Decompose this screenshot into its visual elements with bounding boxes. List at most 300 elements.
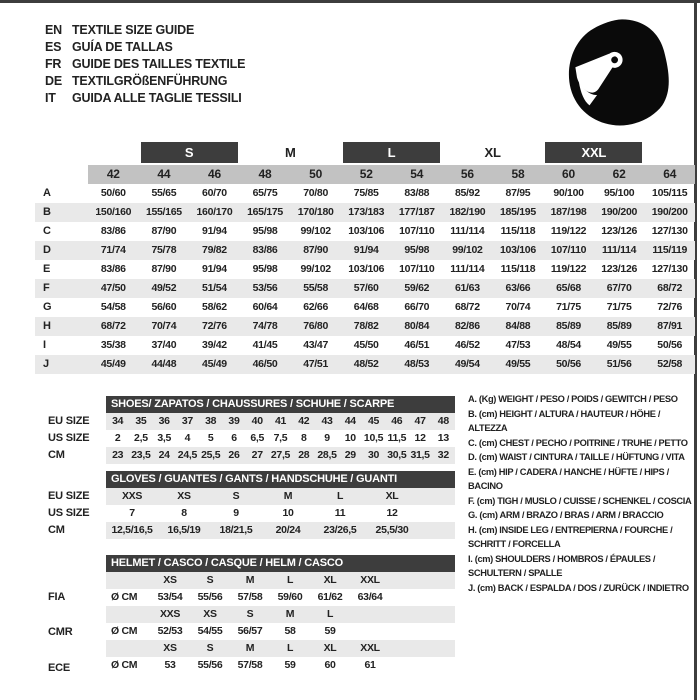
cell: 190/200 bbox=[651, 206, 688, 218]
legend-item-h: H. (cm) INSIDE LEG / ENTREPIERNA / FOURCHE / SCHRITT / FORCELLA bbox=[468, 524, 673, 549]
lang-line-es bbox=[45, 39, 245, 56]
cell: 87/95 bbox=[505, 187, 531, 199]
table-row-g bbox=[35, 298, 695, 317]
size-64: 64 bbox=[644, 165, 695, 184]
cell: 25,5 bbox=[201, 449, 221, 461]
cell: 13 bbox=[437, 432, 449, 444]
cell: 37 bbox=[181, 415, 193, 427]
cell: 53/56 bbox=[252, 282, 278, 294]
cell: 155/165 bbox=[145, 206, 182, 218]
cell: S bbox=[206, 574, 214, 586]
row-label: C bbox=[43, 225, 51, 237]
cell: 56/60 bbox=[151, 301, 177, 313]
cell: 87/91 bbox=[657, 320, 683, 332]
cell: 182/190 bbox=[449, 206, 486, 218]
diameter-cm-label: Ø CM bbox=[111, 659, 138, 671]
cell: 31,5 bbox=[410, 449, 430, 461]
cell: 7,5 bbox=[273, 432, 288, 444]
cell: XS bbox=[163, 642, 177, 654]
cell: 35 bbox=[135, 415, 147, 427]
table-row-e bbox=[35, 260, 695, 279]
cell: 119/122 bbox=[550, 225, 587, 237]
gloves-cm-label: CM bbox=[48, 524, 65, 536]
cell: 51/56 bbox=[606, 358, 632, 370]
row-label: D bbox=[43, 244, 51, 256]
cell: 45/49 bbox=[202, 358, 227, 370]
cell: 107/110 bbox=[550, 244, 587, 256]
cell: 26 bbox=[228, 449, 240, 461]
size-58: 58 bbox=[493, 165, 544, 184]
cmr-label: CMR bbox=[48, 626, 73, 638]
cell: L bbox=[336, 490, 344, 502]
cell: 83/88 bbox=[404, 187, 430, 199]
cell: 79/82 bbox=[202, 244, 227, 256]
cell: 10 bbox=[344, 432, 356, 444]
cell: 47/50 bbox=[100, 282, 126, 294]
cell: 111/114 bbox=[450, 263, 485, 275]
cell: 2 bbox=[114, 432, 121, 444]
cell: 61/63 bbox=[454, 282, 480, 294]
cell: XXL bbox=[360, 642, 380, 654]
cell: 7 bbox=[129, 507, 135, 519]
cell: 71/75 bbox=[606, 301, 632, 313]
ece-sizes-row bbox=[106, 640, 455, 657]
cell: 60/64 bbox=[252, 301, 278, 313]
lang-line-en bbox=[45, 22, 245, 39]
cell: S bbox=[232, 490, 240, 502]
cell: 91/94 bbox=[353, 244, 379, 256]
size-group-xxl: XXL bbox=[545, 142, 642, 163]
cell: 103/106 bbox=[500, 244, 536, 256]
legend-item-c: C. (cm) CHEST / PECHO / POITRINE / TRUHE / PETTO bbox=[468, 437, 688, 448]
cell: 63/66 bbox=[505, 282, 531, 294]
cell: 46/52 bbox=[454, 339, 480, 351]
cell: 47 bbox=[414, 415, 426, 427]
cell: L bbox=[326, 608, 334, 620]
cell: 8 bbox=[181, 507, 187, 519]
cell: 87/90 bbox=[151, 263, 177, 275]
table-row-c bbox=[35, 222, 695, 241]
size-row-spacer bbox=[35, 165, 88, 184]
cell: 3,5 bbox=[157, 432, 172, 444]
cell: 72/76 bbox=[202, 320, 227, 332]
cell: XS bbox=[177, 490, 191, 502]
cell: 91/94 bbox=[202, 263, 227, 275]
row-label: E bbox=[43, 263, 51, 275]
gloves-cm-row bbox=[106, 522, 455, 539]
cell: 95/98 bbox=[404, 244, 430, 256]
legend-item-i: I. (cm) SHOULDERS / HOMBROS / ÉPAULES / SCHULTERN / SPALLE bbox=[468, 553, 656, 578]
cell: 46/50 bbox=[252, 358, 278, 370]
cell: 111/114 bbox=[602, 244, 637, 256]
cell: 83/86 bbox=[100, 225, 126, 237]
cell: 11,5 bbox=[387, 432, 407, 444]
cell: 42 bbox=[298, 415, 310, 427]
size-group-l: L bbox=[343, 142, 440, 163]
size-50: 50 bbox=[290, 165, 341, 184]
cell: 68/72 bbox=[100, 320, 126, 332]
cell: 115/118 bbox=[500, 263, 536, 275]
cell: 40 bbox=[251, 415, 263, 427]
cell: 50/56 bbox=[556, 358, 581, 370]
lang-code: IT bbox=[45, 91, 56, 105]
cell: 6,5 bbox=[250, 432, 265, 444]
cell: 49/55 bbox=[606, 339, 632, 351]
cell: 90/100 bbox=[553, 187, 584, 199]
cell: 18/21,5 bbox=[219, 524, 253, 536]
cell: 70/80 bbox=[303, 187, 328, 199]
size-52: 52 bbox=[341, 165, 392, 184]
cell: 50/56 bbox=[657, 339, 683, 351]
cell: 34 bbox=[112, 415, 124, 427]
cell: 190/200 bbox=[601, 206, 638, 218]
gloves-eu-size-label: EU SIZE bbox=[48, 490, 90, 502]
cell: 103/106 bbox=[348, 225, 385, 237]
cell: XL bbox=[385, 490, 399, 502]
cell: 99/102 bbox=[452, 244, 483, 256]
cell: 39 bbox=[228, 415, 240, 427]
size-group-xl: XL bbox=[484, 145, 501, 160]
cell: 85/92 bbox=[454, 187, 480, 199]
cell: 49/52 bbox=[151, 282, 177, 294]
cell: 45/50 bbox=[353, 339, 379, 351]
size-46: 46 bbox=[189, 165, 240, 184]
size-56: 56 bbox=[442, 165, 493, 184]
cell: 68/72 bbox=[657, 282, 683, 294]
cell: 51/54 bbox=[202, 282, 227, 294]
cell: 67/70 bbox=[606, 282, 632, 294]
cell-empty bbox=[106, 572, 150, 589]
cell: 12,5/16,5 bbox=[111, 524, 153, 536]
cell: 49/54 bbox=[454, 358, 480, 370]
row-label: G bbox=[43, 301, 52, 313]
row-label: I bbox=[43, 339, 46, 351]
cell: M bbox=[245, 574, 255, 586]
cell: 95/100 bbox=[603, 187, 635, 199]
gloves-us-size-label: US SIZE bbox=[48, 507, 90, 519]
cell: 72/76 bbox=[657, 301, 683, 313]
cell: 177/187 bbox=[398, 206, 435, 218]
size-group-row bbox=[35, 140, 695, 165]
cell: 36 bbox=[158, 415, 170, 427]
cell: 9 bbox=[233, 507, 239, 519]
cell: 74/78 bbox=[252, 320, 278, 332]
cell: 87/90 bbox=[303, 244, 328, 256]
cmr-values-row bbox=[106, 623, 455, 640]
cell: 52/53 bbox=[157, 625, 183, 637]
shoes-us-size-label: US SIZE bbox=[48, 432, 90, 444]
cell: 65/68 bbox=[556, 282, 581, 294]
shoes-cm-label: CM bbox=[48, 449, 65, 461]
cell: 23,5 bbox=[131, 449, 151, 461]
cell: 27,5 bbox=[270, 449, 291, 461]
cell: 64/68 bbox=[353, 301, 379, 313]
cell: 95/98 bbox=[252, 225, 278, 237]
legend-item-f: F. (cm) TIGH / MUSLO / CUISSE / SCHENKEL / COSCIA bbox=[468, 495, 692, 506]
cell: 71/75 bbox=[556, 301, 581, 313]
cell: L bbox=[286, 574, 294, 586]
cell: 185/195 bbox=[500, 206, 536, 218]
fia-sizes-row bbox=[106, 572, 455, 589]
cell: 12 bbox=[414, 432, 426, 444]
textile-size-table bbox=[35, 140, 695, 374]
lang-code: ES bbox=[45, 40, 62, 54]
cell: 53/54 bbox=[157, 591, 183, 603]
cell: 59/60 bbox=[277, 591, 303, 603]
row-label: B bbox=[43, 206, 51, 218]
table-row-h bbox=[35, 317, 695, 336]
cell: 47/53 bbox=[505, 339, 531, 351]
cell: 80/84 bbox=[404, 320, 430, 332]
cell: 66/70 bbox=[404, 301, 430, 313]
cell: 44/48 bbox=[151, 358, 177, 370]
cell: S bbox=[246, 608, 254, 620]
shoes-us-row bbox=[106, 430, 455, 447]
lang-title: GUIDA ALLE TAGLIE TESSILI bbox=[72, 91, 242, 105]
shoes-eu-row bbox=[106, 413, 455, 430]
legend-item-a: A. (Kg) WEIGHT / PESO / POIDS / GEWITCH / PESO bbox=[468, 394, 678, 404]
cell: 55/58 bbox=[303, 282, 328, 294]
cell: 61 bbox=[364, 659, 376, 671]
cell: 70/74 bbox=[505, 301, 531, 313]
cell: 99/102 bbox=[300, 225, 331, 237]
cell: 28 bbox=[298, 449, 310, 461]
racing-helmet-icon bbox=[560, 16, 678, 130]
diameter-cm-label: Ø CM bbox=[111, 625, 138, 637]
gloves-eu-row bbox=[106, 488, 455, 505]
cell: 75/78 bbox=[151, 244, 177, 256]
row-label: F bbox=[43, 282, 50, 294]
cell: 165/175 bbox=[247, 206, 283, 218]
lang-line-it bbox=[45, 90, 245, 107]
cell: 55/56 bbox=[197, 591, 223, 603]
size-48: 48 bbox=[240, 165, 291, 184]
cell: 32 bbox=[437, 449, 449, 461]
cell: 37/40 bbox=[151, 339, 177, 351]
row-label: H bbox=[43, 320, 51, 332]
cell: 60/70 bbox=[202, 187, 227, 199]
table-row-d bbox=[35, 241, 695, 260]
size-60: 60 bbox=[543, 165, 594, 184]
cell: 87/90 bbox=[151, 225, 177, 237]
cell: XXL bbox=[360, 574, 380, 586]
cell: 83/86 bbox=[252, 244, 278, 256]
shoes-cm-row bbox=[106, 447, 455, 464]
cell: 8 bbox=[300, 432, 307, 444]
cell: 70/74 bbox=[151, 320, 177, 332]
cell: 107/110 bbox=[399, 225, 435, 237]
table-row-i bbox=[35, 336, 695, 355]
cell: 123/126 bbox=[601, 225, 638, 237]
cell: 59 bbox=[284, 659, 296, 671]
fia-values-row bbox=[106, 589, 455, 606]
cell: 54/55 bbox=[197, 625, 223, 637]
cell: 10 bbox=[282, 507, 294, 519]
cell: 71/74 bbox=[100, 244, 126, 256]
cell: 54/58 bbox=[100, 301, 126, 313]
cmr-sizes-row bbox=[106, 606, 455, 623]
cell: 49/55 bbox=[505, 358, 531, 370]
cell: 52/58 bbox=[657, 358, 683, 370]
cell: 55/56 bbox=[197, 659, 223, 671]
ece-label: ECE bbox=[48, 662, 71, 674]
cell: 78/82 bbox=[353, 320, 379, 332]
cell: 23 bbox=[112, 449, 124, 461]
cell: 16,5/19 bbox=[167, 524, 201, 536]
cell bbox=[350, 606, 390, 623]
cell: M bbox=[283, 490, 293, 502]
cell: 48 bbox=[437, 415, 449, 427]
cell: 39/42 bbox=[202, 339, 227, 351]
cell: 41 bbox=[274, 415, 287, 427]
diameter-cm-label: Ø CM bbox=[111, 591, 138, 603]
cell-empty bbox=[106, 640, 150, 657]
cell: 65/75 bbox=[252, 187, 278, 199]
numeric-size-row bbox=[35, 165, 695, 184]
cell: XS bbox=[163, 574, 177, 586]
size-54: 54 bbox=[391, 165, 442, 184]
cell: 95/98 bbox=[252, 263, 278, 275]
cell: XXS bbox=[121, 490, 143, 502]
cell: 20/24 bbox=[275, 524, 301, 536]
size-group-m: M bbox=[285, 145, 296, 160]
cell: 24 bbox=[158, 449, 170, 461]
cell: 24,5 bbox=[177, 449, 198, 461]
cell: M bbox=[285, 608, 295, 620]
cell: 30,5 bbox=[387, 449, 407, 461]
cell: 29 bbox=[344, 449, 356, 461]
shoes-header-bar: SHOES/ ZAPATOS / CHAUSSURES / SCHUHE / SCARPE bbox=[106, 396, 455, 413]
lang-title: GUIDE DES TAILLES TEXTILE bbox=[72, 57, 246, 71]
cell: 127/130 bbox=[651, 263, 688, 275]
cell: 84/88 bbox=[505, 320, 531, 332]
cell: 68/72 bbox=[454, 301, 480, 313]
language-titles bbox=[45, 22, 245, 107]
ece-values-row bbox=[106, 657, 455, 674]
cell bbox=[350, 623, 390, 640]
cell: L bbox=[286, 642, 294, 654]
cell: 123/126 bbox=[601, 263, 638, 275]
cell: XXS bbox=[159, 608, 181, 620]
cell: S bbox=[206, 642, 214, 654]
cell: 27 bbox=[251, 449, 263, 461]
cell-empty bbox=[106, 606, 150, 623]
cell: 12 bbox=[386, 507, 398, 519]
cell: 10,5 bbox=[363, 432, 384, 444]
cell: 23/26,5 bbox=[323, 524, 357, 536]
cell: 56/57 bbox=[237, 625, 263, 637]
cell: 115/119 bbox=[652, 244, 688, 256]
cell: 119/122 bbox=[550, 263, 587, 275]
cell: XL bbox=[323, 574, 337, 586]
legend-item-e: E. (cm) HIP / CADERA / HANCHE / HÜFTE / HIPS / BACINO bbox=[468, 466, 669, 491]
cell: 83/86 bbox=[100, 263, 126, 275]
lang-code: FR bbox=[45, 57, 62, 71]
cell: 173/183 bbox=[348, 206, 385, 218]
cell: 53 bbox=[164, 659, 176, 671]
gloves-us-row bbox=[106, 505, 455, 522]
cell: 99/102 bbox=[300, 263, 331, 275]
lang-line-de bbox=[45, 73, 245, 90]
cell: XL bbox=[323, 642, 337, 654]
table-row-f bbox=[35, 279, 695, 298]
cell: 75/85 bbox=[353, 187, 379, 199]
lang-code: DE bbox=[45, 74, 62, 88]
cell: 41/45 bbox=[252, 339, 278, 351]
cell: 82/86 bbox=[454, 320, 480, 332]
cell: 25,5/30 bbox=[375, 524, 409, 536]
cell: 85/89 bbox=[606, 320, 632, 332]
cell: 46/51 bbox=[404, 339, 430, 351]
cell: 48/53 bbox=[404, 358, 430, 370]
cell: 105/115 bbox=[652, 187, 688, 199]
cell: 59/62 bbox=[404, 282, 430, 294]
cell: 58 bbox=[284, 625, 296, 637]
table-row-a bbox=[35, 184, 695, 203]
lang-title: TEXTILGRÖßENFÜHRUNG bbox=[72, 74, 228, 88]
size-42: 42 bbox=[88, 165, 139, 184]
shoes-eu-size-label: EU SIZE bbox=[48, 415, 90, 427]
legend-item-b: B. (cm) HEIGHT / ALTURA / HAUTEUR / HÖHE / ALTEZZA bbox=[468, 408, 661, 433]
cell: 30 bbox=[368, 449, 380, 461]
row-label: A bbox=[43, 187, 51, 199]
cell: 57/58 bbox=[237, 591, 263, 603]
cell: 85/89 bbox=[556, 320, 581, 332]
cell: 127/130 bbox=[651, 225, 688, 237]
cell: 62/66 bbox=[303, 301, 328, 313]
size-44: 44 bbox=[139, 165, 190, 184]
top-border bbox=[0, 0, 700, 3]
cell: 38 bbox=[205, 415, 217, 427]
cell: 55/65 bbox=[151, 187, 177, 199]
cell: 45 bbox=[368, 415, 380, 427]
cell: 43 bbox=[321, 415, 333, 427]
cell: 47/51 bbox=[303, 358, 328, 370]
legend-item-d: D. (cm) WAIST / CINTURA / TAILLE / HÜFTUNG / VITA bbox=[468, 452, 685, 462]
cell: 50/60 bbox=[100, 187, 126, 199]
cell: 4 bbox=[184, 432, 191, 444]
legend-item-g: G. (cm) ARM / BRAZO / BRAS / ARM / BRACCIO bbox=[468, 510, 664, 520]
table-row-b bbox=[35, 203, 695, 222]
cell: M bbox=[245, 642, 255, 654]
cell: 57/60 bbox=[353, 282, 379, 294]
cell: 9 bbox=[324, 432, 330, 444]
lang-code: EN bbox=[45, 23, 62, 37]
cell: 150/160 bbox=[95, 206, 132, 218]
lang-line-fr bbox=[45, 56, 245, 73]
cell: 59 bbox=[324, 625, 336, 637]
cell: 46 bbox=[391, 415, 403, 427]
cell: 170/180 bbox=[297, 206, 334, 218]
cell: 5 bbox=[207, 432, 214, 444]
row-label: J bbox=[43, 358, 49, 370]
cell: 160/170 bbox=[196, 206, 233, 218]
cell: 35/38 bbox=[100, 339, 126, 351]
cell: 43/47 bbox=[303, 339, 328, 351]
cell: 48/52 bbox=[353, 358, 379, 370]
cell: 61/62 bbox=[317, 591, 343, 603]
cell: 111/114 bbox=[450, 225, 485, 237]
helmet-header-bar: HELMET / CASCO / CASQUE / HELM / CASCO bbox=[106, 555, 455, 572]
lang-title: GUÍA DE TALLAS bbox=[72, 40, 173, 54]
cell: 91/94 bbox=[202, 225, 227, 237]
cell: 6 bbox=[231, 432, 237, 444]
cell: 63/64 bbox=[357, 591, 383, 603]
gloves-header-bar: GLOVES / GUANTES / GANTS / HANDSCHUHE / GUANTI bbox=[106, 471, 455, 488]
cell: 2,5 bbox=[134, 432, 148, 444]
cell: 103/106 bbox=[348, 263, 385, 275]
cell: 107/110 bbox=[399, 263, 435, 275]
